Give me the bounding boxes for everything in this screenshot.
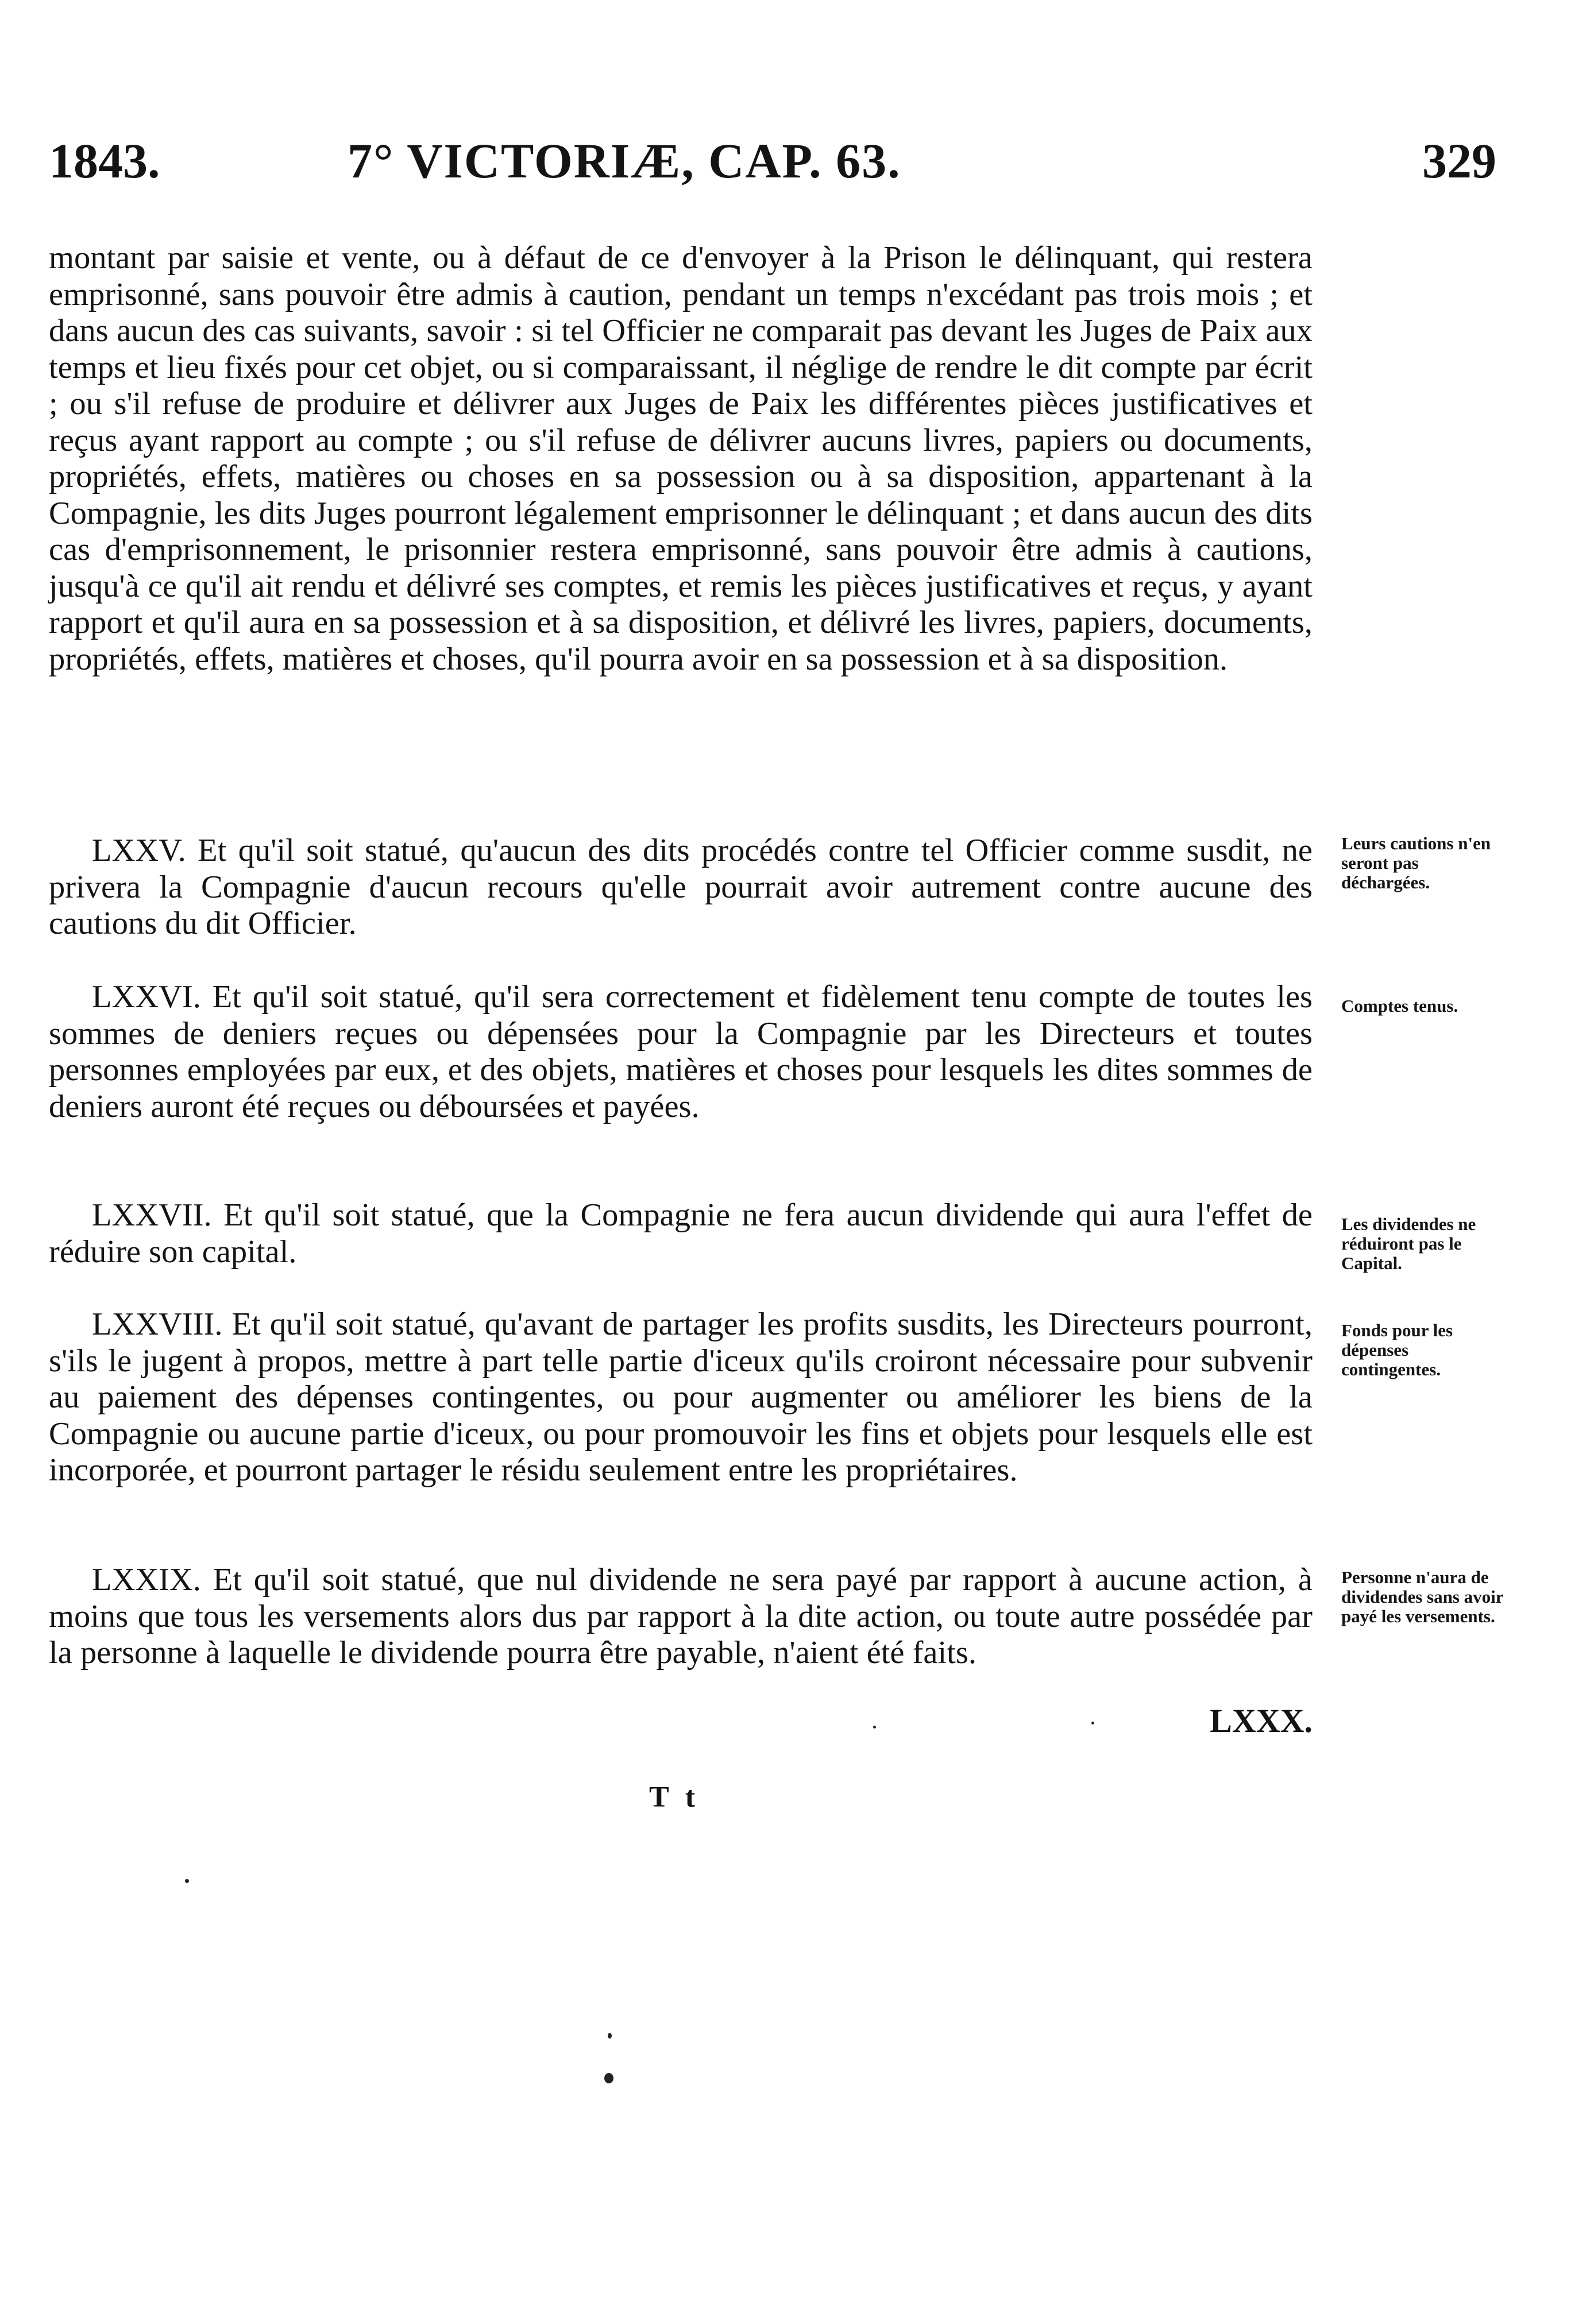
signature-mark: T t	[649, 1781, 700, 1813]
section-text: Et qu'il soit statué, qu'avant de partager les profits susdits, les Directeurs pourront, s'ils le jugent à propos, mettre à part telle partie d'iceux qu'ils croiront nécessaire pour subvenir au paiement des dépenses contingentes, ou pour augmenter ou améliorer les biens de la Compagnie ou aucune partie d'iceux, ou pour promouvoir les fins et objets pour lesquels elle est incorporée, et pourront partager le résidu seulement entre les propriétaires.	[49, 1306, 1313, 1488]
section-number: LXXIX.	[92, 1562, 201, 1598]
section-lxxvii	[49, 1197, 1313, 1270]
header-year: 1843.	[49, 133, 160, 188]
header-title: 7° VICTORIÆ, CAP. 63.	[348, 133, 901, 188]
section-text: Et qu'il soit statué, qu'aucun des dits procédés contre tel Officier comme susdit, ne privera la Compagnie d'aucun recours qu'elle pourrait avoir autrement contre aucune des cautions du dit Officier.	[49, 833, 1313, 941]
continuation-paragraph: montant par saisie et vente, ou à défaut de ce d'envoyer à la Prison le délinquant, qui restera emprisonné, sans pouvoir être admis à caution, pendant un temps n'excédant pas trois mois ; et dans aucun des cas suivants, savoir : si tel Officier ne comparait pas devant les Juges de Paix aux temps et lieu fixés pour cet objet, ou si comparaissant, il néglige de rendre le dit compte par écrit ; ou s'il refuse de produire et délivrer aux Juges de Paix les différentes pièces justificatives et reçus ayant rapport au compte ; ou s'il refuse de délivrer aucuns livres, papiers ou documents, propriétés, effets, matières ou choses en sa possession ou à sa disposition, appartenant à la Compagnie, les dits Juges pourront légalement emprisonner le délinquant ; et dans aucun des dits cas d'emprisonnement, le prisonnier restera emprisonné, sans pouvoir être admis à cautions, jusqu'à ce qu'il ait rendu et délivré ses comptes, et remis les pièces justificatives et reçus, y ayant rapport et qu'il aura en sa possession et à sa disposition, et délivré les livres, papiers, documents, propriétés, effets, matières et choses, qu'il pourra avoir en sa possession et à sa disposition.	[49, 240, 1313, 677]
section-text: Et qu'il soit statué, que nul dividende ne sera payé par rapport à aucune action, à moins que tous les versements alors dus par rapport à la dite action, ou toute autre possédée par la personne à laquelle le dividende pourra être payable, n'aient été faits.	[49, 1562, 1313, 1671]
section-lxxviii	[49, 1306, 1313, 1489]
catchword: LXXX.	[1210, 1702, 1313, 1739]
section-number: LXXVI.	[92, 979, 201, 1015]
section-text: Et qu'il soit statué, que la Compagnie ne fera aucun dividende qui aura l'effet de réduire son capital.	[49, 1197, 1313, 1270]
marginal-note: Leurs cautions n'en seront pas déchargées.	[1341, 833, 1491, 892]
section-lxxvi	[49, 979, 1313, 1125]
section-text: Et qu'il soit statué, qu'il sera correctement et fidèlement tenu compte de toutes les sommes de deniers reçues ou dépensées pour la Compagnie par les Directeurs et toutes personnes employées par eux, et des objets, matières et choses pour lesquels les dites sommes de deniers auront été reçues ou déboursées et payées.	[49, 979, 1313, 1124]
ink-speck	[1091, 1722, 1094, 1724]
ink-speck	[185, 1879, 189, 1883]
marginal-note: Les dividendes ne réduiront pas le Capital.	[1341, 1214, 1476, 1273]
section-number: LXXVII.	[92, 1197, 212, 1233]
ink-speck	[873, 1726, 876, 1729]
page-number: 329	[1422, 133, 1496, 188]
section-number: LXXV.	[92, 833, 186, 868]
section-number: LXXVIII.	[92, 1306, 223, 1342]
marginal-note: Comptes tenus.	[1341, 996, 1458, 1016]
marginal-note: Fonds pour les dépenses contingentes.	[1341, 1320, 1453, 1379]
ink-speck	[608, 2033, 612, 2039]
section-lxxix	[49, 1562, 1313, 1672]
ink-speck	[604, 2073, 613, 2083]
marginal-note: Personne n'aura de dividendes sans avoir payé les versements.	[1341, 1567, 1503, 1626]
running-header	[49, 129, 1496, 192]
section-lxxv	[49, 833, 1313, 942]
